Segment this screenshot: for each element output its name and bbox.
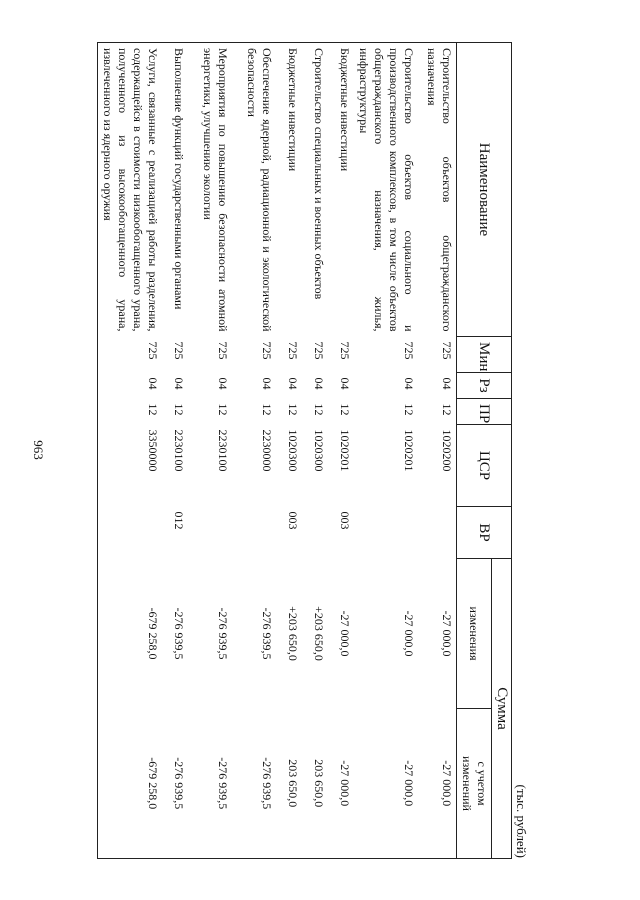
row-csr: 2230100 bbox=[216, 429, 231, 472]
header-with-change bbox=[457, 709, 492, 859]
row-name: Строительство объектов социального и производственного комплексов, в том числе объектов общегражданского назначения, жилья, инфраструктуры bbox=[355, 43, 419, 337]
row-csr: 1020200 bbox=[440, 429, 454, 472]
row-pr: 12 bbox=[440, 403, 454, 416]
row-change: -679 258,0 bbox=[98, 559, 163, 709]
row-rz: 04 bbox=[260, 377, 275, 390]
row-rz: 04 bbox=[216, 377, 231, 390]
row-rz: 04 bbox=[338, 377, 353, 390]
table-row bbox=[163, 43, 189, 859]
row-vr bbox=[303, 507, 329, 559]
row-pr: 12 bbox=[286, 403, 301, 416]
header-min: Мин bbox=[457, 337, 512, 373]
row-vr: 003 bbox=[286, 511, 301, 530]
row-vr: 003 bbox=[338, 511, 353, 530]
row-total: -276 939,5 bbox=[233, 709, 277, 859]
units-label: (тыс. рублей) bbox=[514, 784, 529, 858]
row-min: 725 bbox=[440, 341, 454, 360]
row-vr: 012 bbox=[172, 511, 187, 530]
row-rz: 04 bbox=[440, 377, 454, 390]
table-row bbox=[233, 43, 277, 859]
table-row bbox=[303, 43, 329, 859]
row-pr: 12 bbox=[338, 403, 353, 416]
row-name: Строительство специальных и военных объектов bbox=[303, 43, 329, 337]
row-csr: 1020300 bbox=[286, 429, 301, 472]
row-change: -27 000,0 bbox=[402, 610, 417, 657]
budget-table-sheet bbox=[98, 42, 530, 858]
table-row bbox=[419, 43, 457, 859]
row-rz: 04 bbox=[286, 377, 301, 390]
row-csr: 1020201 bbox=[402, 429, 417, 472]
row-pr: 12 bbox=[402, 403, 417, 416]
row-vr bbox=[233, 507, 277, 559]
header-with-change-line1: с учетом bbox=[475, 761, 489, 806]
row-rz: 04 bbox=[172, 377, 187, 390]
row-min: 725 bbox=[338, 341, 353, 360]
budget-table bbox=[98, 42, 513, 859]
row-total: -27 000,0 bbox=[329, 709, 355, 859]
table-row bbox=[189, 43, 233, 859]
row-change: +203 650,0 bbox=[312, 606, 327, 661]
row-total: -276 939,5 bbox=[189, 709, 233, 859]
header-change: изменения bbox=[457, 559, 492, 709]
header-csr: ЦСР bbox=[457, 425, 512, 507]
table-row bbox=[98, 43, 163, 859]
row-name: Мероприятия по повышению безопасности атомной энергетики, улучшению экологии bbox=[189, 43, 233, 337]
row-change: -27 000,0 bbox=[338, 610, 353, 657]
row-total: -276 939,5 bbox=[163, 709, 189, 859]
row-name: Услуги, связанные с реализацией работы разделения, содержащейся в стоимости низкообогащенного урана, полученного из высокообогащенного урана, извлеченного из ядерного оружия bbox=[98, 43, 163, 337]
row-change: -27 000,0 bbox=[440, 610, 454, 657]
row-total: 203 650,0 bbox=[277, 709, 303, 859]
row-csr: 1020300 bbox=[312, 429, 327, 472]
row-name: Обеспечение ядерной, радиационной и экологической безопасности bbox=[233, 43, 277, 337]
row-vr bbox=[355, 507, 419, 559]
row-rz: 04 bbox=[98, 373, 163, 399]
row-csr: 2230000 bbox=[260, 429, 275, 472]
row-rz: 04 bbox=[402, 377, 417, 390]
row-csr: 3350000 bbox=[98, 425, 163, 507]
row-total: 203 650,0 bbox=[303, 709, 329, 859]
row-change: -276 939,5 bbox=[260, 607, 275, 660]
table-body bbox=[98, 43, 457, 859]
header-sum: Сумма bbox=[492, 559, 512, 859]
header-rz: Рз bbox=[457, 373, 512, 399]
row-rz: 04 bbox=[312, 377, 327, 390]
row-pr: 12 bbox=[312, 403, 327, 416]
row-min: 725 bbox=[98, 337, 163, 373]
header-name: Наименование bbox=[457, 43, 512, 337]
header-vr: ВР bbox=[457, 507, 512, 559]
row-name: Выполнение функций государственными органами bbox=[163, 43, 189, 337]
row-pr: 12 bbox=[260, 403, 275, 416]
row-total: -679 258,0 bbox=[98, 709, 163, 859]
row-name: Бюджетные инвестиции bbox=[329, 43, 355, 337]
row-vr bbox=[189, 507, 233, 559]
row-total: -27 000,0 bbox=[419, 709, 457, 859]
row-pr: 12 bbox=[98, 399, 163, 425]
row-min: 725 bbox=[286, 341, 301, 360]
header-with-change-line2: изменений bbox=[460, 756, 474, 811]
row-min: 725 bbox=[402, 341, 417, 360]
table-row bbox=[329, 43, 355, 859]
row-name: Строительство объектов общегражданского назначения bbox=[419, 43, 457, 337]
row-min: 725 bbox=[312, 341, 327, 360]
row-change: +203 650,0 bbox=[286, 606, 301, 661]
page-number: 963 bbox=[31, 440, 46, 460]
row-csr: 2230100 bbox=[172, 429, 187, 472]
row-change: -276 939,5 bbox=[172, 607, 187, 660]
row-name: Бюджетные инвестиции bbox=[277, 43, 303, 337]
row-pr: 12 bbox=[216, 403, 231, 416]
row-vr bbox=[419, 507, 457, 559]
table-row bbox=[355, 43, 419, 859]
row-min: 725 bbox=[172, 341, 187, 360]
row-pr: 12 bbox=[172, 403, 187, 416]
row-min: 725 bbox=[260, 341, 275, 360]
row-vr bbox=[98, 507, 163, 559]
row-total: -27 000,0 bbox=[355, 709, 419, 859]
row-csr: 1020201 bbox=[338, 429, 353, 472]
row-min: 725 bbox=[216, 341, 231, 360]
table-row bbox=[277, 43, 303, 859]
header-pr: ПР bbox=[457, 399, 512, 425]
row-change: -276 939,5 bbox=[216, 607, 231, 660]
